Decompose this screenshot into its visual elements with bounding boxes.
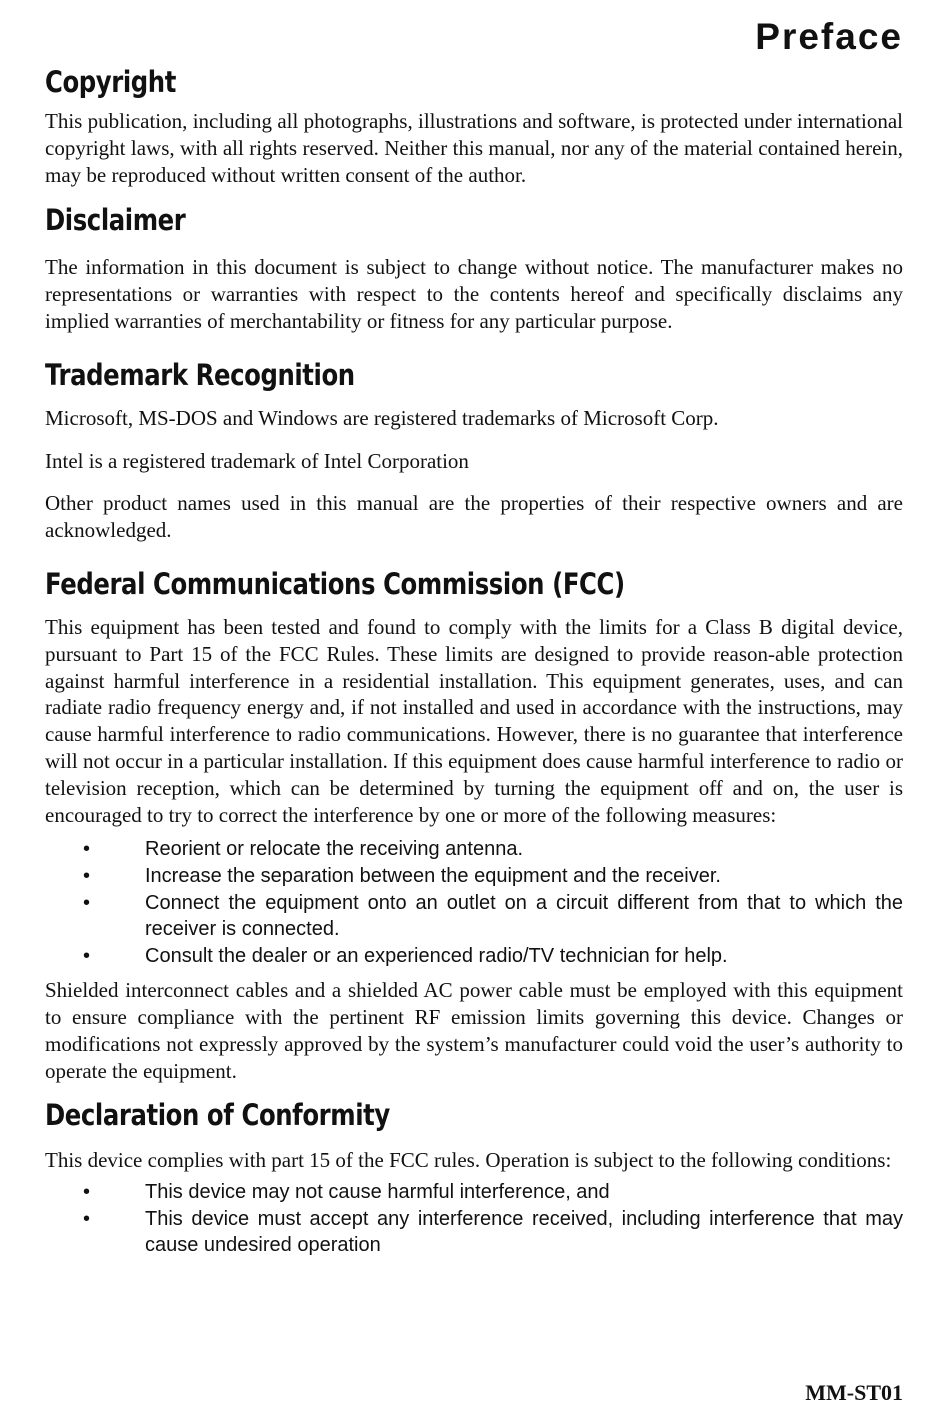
trademark-paragraph: Other product names used in this manual are the properties of their respective owners and are acknowledged. (45, 491, 903, 543)
page-title: Preface (755, 16, 903, 57)
list-item-text: This device may not cause harmful interference, and (145, 1181, 610, 1204)
list-item (45, 863, 903, 890)
fcc-section (45, 564, 903, 1085)
list-item (45, 1206, 903, 1259)
list-item-text: Reorient or relocate the receiving antenna. (145, 838, 524, 861)
list-item (45, 943, 903, 970)
copyright-heading: Copyright (45, 65, 176, 99)
bullet-icon: • (83, 1207, 91, 1230)
copyright-paragraph: This publication, including all photographs, illustrations and software, is protected under international copyright laws, with all rights reserved. Neither this manual, nor any of the material contained herein, may be reproduced without written consent of the author. (45, 109, 903, 187)
bullet-icon: • (83, 891, 91, 914)
list-item-text: Increase the separation between the equipment and the receiver. (145, 864, 721, 887)
trademark-paragraph: Intel is a registered trademark of Intel Corporation (45, 448, 469, 473)
list-item-text: Consult the dealer or an experienced radio/TV technician for help. (145, 944, 728, 967)
conformity-heading: Declaration of Conformity (45, 1097, 390, 1132)
document-body (45, 60, 903, 1259)
conformity-intro-paragraph: This device complies with part 15 of the FCC rules. Operation is subject to the following conditions: (45, 1147, 892, 1172)
list-item-text: This device must accept any interference received, including interference that may cause undesired operation (145, 1207, 903, 1257)
fcc-heading: Federal Communications Commission (FCC) (45, 566, 625, 601)
conformity-conditions-list (45, 1179, 903, 1259)
fcc-measures-list (45, 836, 903, 969)
disclaimer-paragraph: The information in this document is subject to change without notice. The manufacturer makes no representations or warranties with respect to the contents hereof and specifically disclaims any implied warranties of merchantability or fitness for any particular purpose. (45, 255, 903, 333)
disclaimer-section (45, 200, 903, 334)
conformity-section (45, 1095, 903, 1260)
bullet-icon: • (83, 864, 91, 887)
trademark-paragraph: Microsoft, MS-DOS and Windows are registered trademarks of Microsoft Corp. (45, 405, 719, 430)
list-item-text: Connect the equipment onto an outlet on a circuit different from that to which the receiver is connected. (145, 891, 903, 941)
bullet-icon: • (83, 944, 91, 967)
fcc-intro-paragraph: This equipment has been tested and found to comply with the limits for a Class B digital device, pursuant to Part 15 of the FCC Rules. These limits are designed to provide reason-able protection against harmful interference in a residential installation. This equipment generates, uses, and can radiate radio frequency energy and, if not installed and used in accordance with the instructions, may cause harmful interference to radio communications. However, there is no guarantee that interference will not occur in a particular installation. If this equipment does cause harmful interference to radio or television reception, which can be determined by turning the equipment off and on, the user is encouraged to try to correct the interference by one or more of the following measures: (45, 614, 903, 827)
bullet-icon: • (83, 838, 91, 861)
fcc-outro-paragraph: Shielded interconnect cables and a shielded AC power cable must be employed with this equipment to ensure compliance with the pertinent RF emission limits governing this device. Changes or modifications not expressly approved by the system’s manufacturer could void the user’s authority to operate the equipment. (45, 978, 903, 1083)
disclaimer-heading: Disclaimer (45, 203, 186, 238)
trademark-heading: Trademark Recognition (45, 357, 355, 392)
trademark-section (45, 355, 903, 544)
bullet-icon: • (83, 1181, 91, 1204)
model-id: MM-ST01 (805, 1380, 903, 1405)
list-item (45, 1179, 903, 1206)
list-item (45, 890, 903, 943)
copyright-section (45, 62, 903, 188)
list-item (45, 836, 903, 863)
